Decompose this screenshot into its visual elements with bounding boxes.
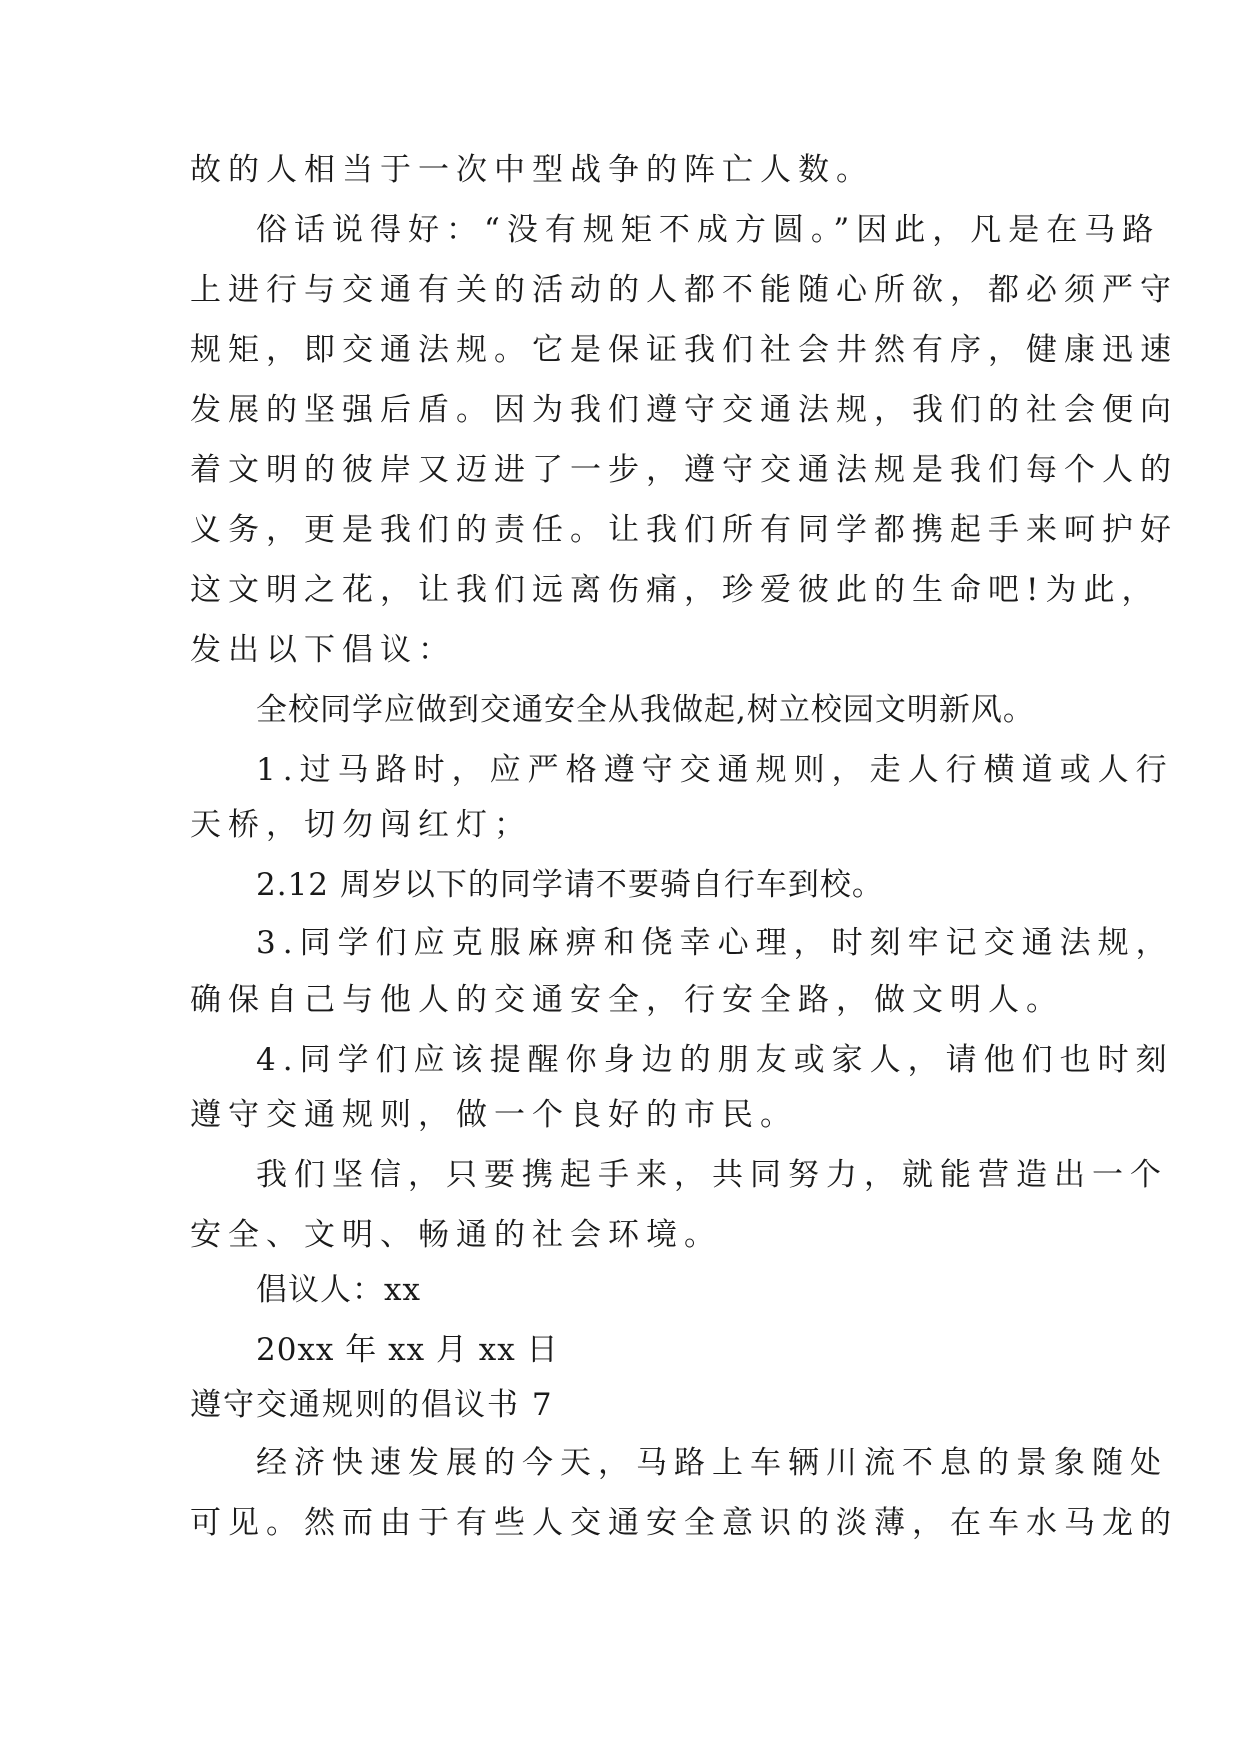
body-text-line: 发出以下倡议： <box>190 632 456 668</box>
body-text-line: 发展的坚强后盾。因为我们遵守交通法规，我们的社会便向 <box>190 392 1178 428</box>
body-text-line: 全校同学应做到交通安全从我做起,树立校园文明新风。 <box>256 692 1035 728</box>
list-item-1-line: 1.过马路时，应严格遵守交通规则，走人行横道或人行 <box>256 752 1174 788</box>
body-text-line: 义务，更是我们的责任。让我们所有同学都携起手来呵护好 <box>190 512 1178 548</box>
list-item-4-line: 4.同学们应该提醒你身边的朋友或家人，请他们也时刻 <box>256 1042 1174 1078</box>
body-text-line: 故的人相当于一次中型战争的阵亡人数。 <box>190 152 874 188</box>
list-item-3-line: 3.同学们应克服麻痹和侥幸心理，时刻牢记交通法规， <box>256 925 1174 961</box>
list-item-4-line: 遵守交通规则，做一个良好的市民。 <box>190 1097 798 1133</box>
date-line: 20xx 年 xx 月 xx 日 <box>256 1332 559 1368</box>
body-text-line: 经济快速发展的今天，马路上车辆川流不息的景象随处 <box>256 1445 1168 1481</box>
list-item-1-line: 天桥，切勿闯红灯； <box>190 807 532 843</box>
body-text-line: 着文明的彼岸又迈进了一步，遵守交通法规是我们每个人的 <box>190 452 1178 488</box>
body-text-line: 俗话说得好：“没有规矩不成方圆。”因此，凡是在马路 <box>256 212 1161 248</box>
list-item-3-line: 确保自己与他人的交通安全，行安全路，做文明人。 <box>190 982 1064 1018</box>
body-text-line: 规矩，即交通法规。它是保证我们社会井然有序，健康迅速 <box>190 332 1178 368</box>
body-text-line: 安全、文明、畅通的社会环境。 <box>190 1217 722 1253</box>
list-item-2-line: 2.12 周岁以下的同学请不要骑自行车到校。 <box>256 867 884 903</box>
body-text-line: 上进行与交通有关的活动的人都不能随心所欲，都必须严守 <box>190 272 1178 308</box>
body-text-line: 我们坚信，只要携起手来，共同努力，就能营造出一个 <box>256 1157 1168 1193</box>
section-heading: 遵守交通规则的倡议书 7 <box>190 1387 554 1423</box>
signature-line: 倡议人：xx <box>256 1272 421 1308</box>
body-text-line: 可见。然而由于有些人交通安全意识的淡薄，在车水马龙的 <box>190 1505 1178 1541</box>
body-text-line: 这文明之花，让我们远离伤痛，珍爱彼此的生命吧!为此， <box>190 572 1160 608</box>
